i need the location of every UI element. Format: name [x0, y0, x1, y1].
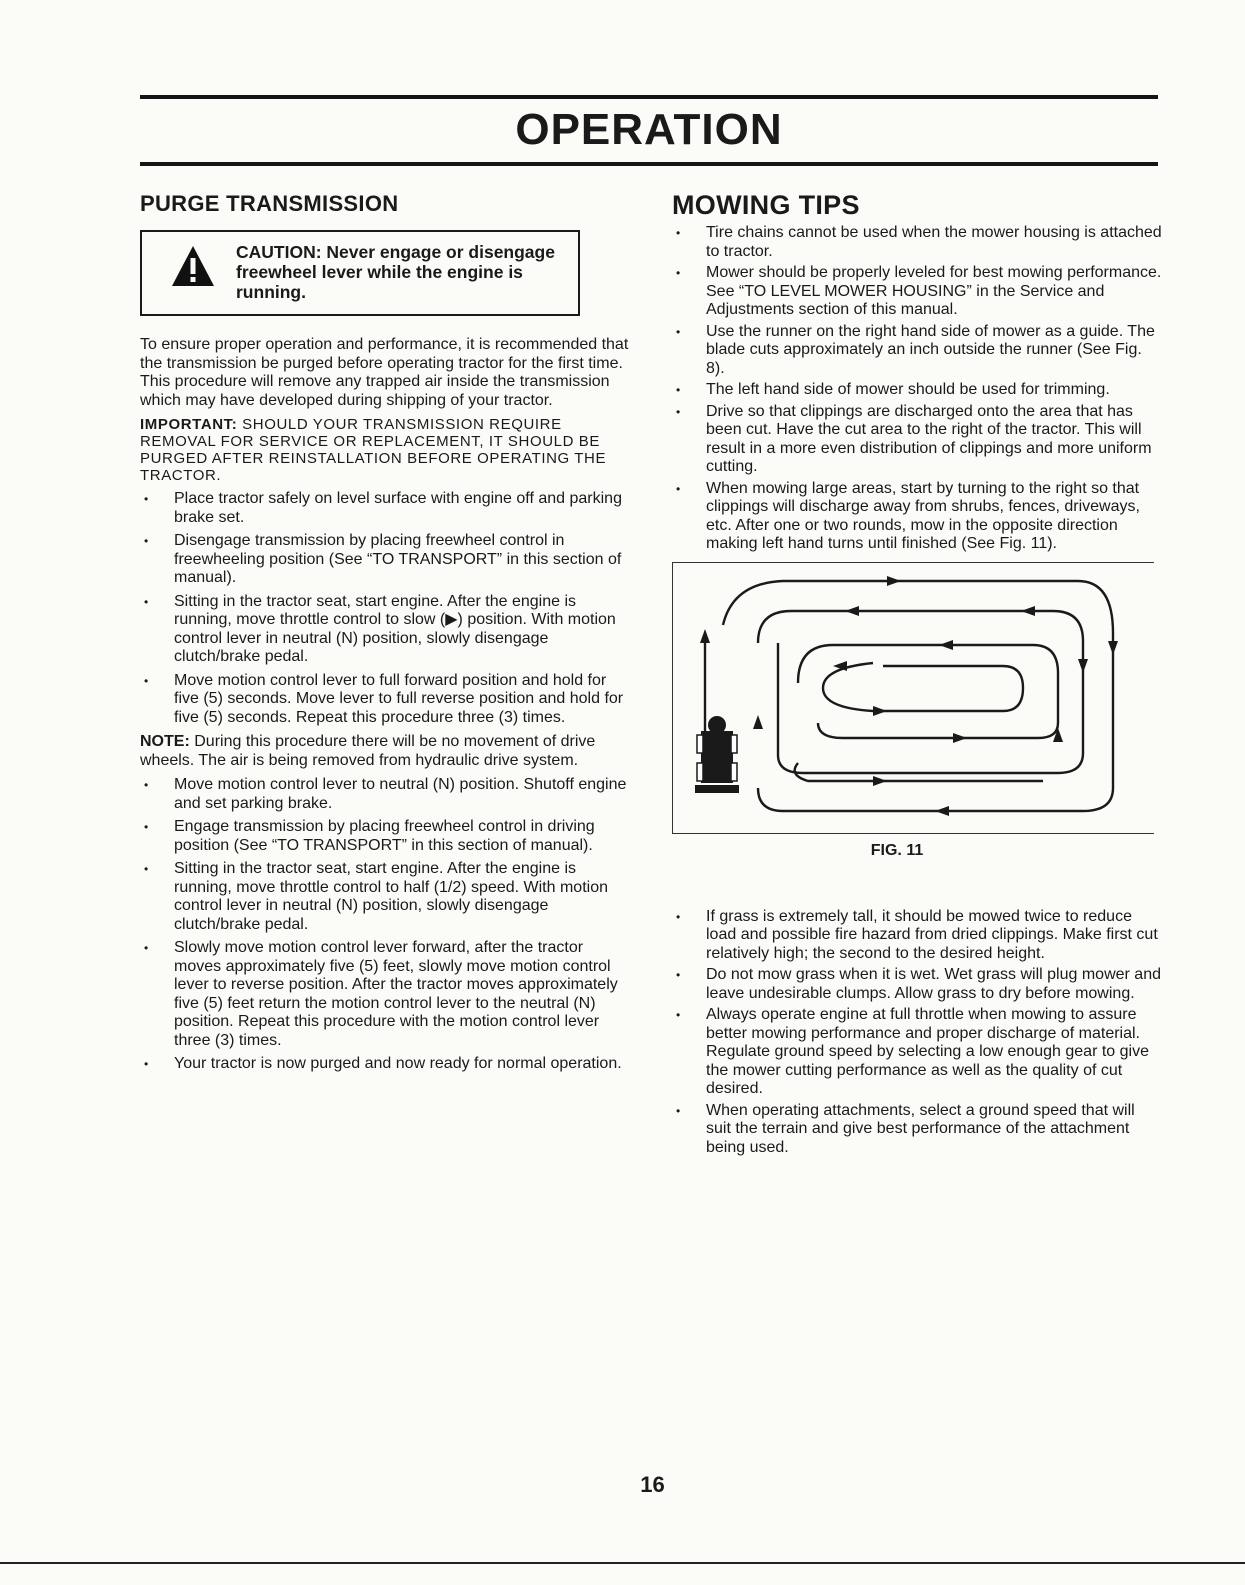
list-item: • Mower should be properly leveled for best mowing performance. See “TO LEVEL MOWER HOUSING” in the Service and Adjustments section of this manual. — [672, 264, 1162, 320]
list-item: • Move motion control lever to full forward position and hold for five (5) seconds. Move lever to full reverse position and hold for five (5) seconds. Repeat this procedure three (3) times. — [140, 672, 630, 728]
note-label: NOTE: — [140, 733, 190, 750]
caution-text: CAUTION: Never engage or disengage freewheel lever while the engine is running. — [236, 242, 555, 302]
right-column — [672, 190, 1162, 1163]
list-item: • Use the runner on the right hand side of mower as a guide. The blade cuts approximately an inch outside the runner (See Fig. 8). — [672, 323, 1162, 379]
list-item: • Slowly move motion control lever forward, after the tractor moves approximately five (5) feet, slowly move motion control lever to reverse position. After the tractor moves approximately five (5) feet return the motion control lever to the neutral (N) position. Repeat this procedure with the motion control lever three (3) times. — [140, 939, 630, 1050]
mowing-tips-list-b — [672, 908, 1162, 1158]
list-item: • Drive so that clippings are discharged onto the area that has been cut. Have the cut area to the right of the tractor. This will result in a more even distribution of clippings and more uniform cutting. — [672, 403, 1162, 477]
purge-steps-list-b — [140, 776, 630, 1074]
mowing-pattern-figure — [672, 562, 1154, 834]
left-column — [140, 190, 630, 1080]
footer-rule — [0, 1562, 1245, 1564]
figure-caption: FIG. 11 — [870, 841, 924, 859]
list-item: • Do not mow grass when it is wet. Wet grass will plug mower and leave undesirable clumps. Allow grass to dry before mowing. — [672, 966, 1162, 1003]
list-item: • Tire chains cannot be used when the mower housing is attached to tractor. — [672, 224, 1162, 261]
warning-icon — [170, 244, 216, 288]
list-item: • Engage transmission by placing freewheel control in driving position (See “TO TRANSPORT” in this section of manual). — [140, 818, 630, 855]
page-number: 16 — [640, 1472, 665, 1497]
header-rule-bottom — [140, 162, 1158, 166]
note-paragraph — [140, 733, 630, 770]
purge-steps-list-a — [140, 490, 630, 727]
intro-paragraph: To ensure proper operation and performance, it is recommended that the transmission be purged before operating tractor for the first time. This procedure will remove any trapped air inside the transmission which may have developed during shipping of your tractor. — [140, 336, 629, 409]
list-item: • If grass is extremely tall, it should be mowed twice to reduce load and possible fire hazard from dried clippings. Make first cut relatively high; the second to the desired height. — [672, 908, 1162, 964]
important-text: SHOULD YOUR TRANSMISSION REQUIRE REMOVAL FOR SERVICE OR REPLACEMENT, IT SHOULD BE PURGED AFTER REINSTALLATION BEFORE OPERATING THE TRACTOR. — [140, 416, 607, 484]
important-label: IMPORTANT: — [140, 416, 238, 433]
mowing-pattern-diagram — [673, 563, 1155, 835]
note-text: During this procedure there will be no movement of drive wheels. The air is being removed from hydraulic drive system. — [140, 733, 596, 769]
header-rule-top — [140, 95, 1158, 99]
list-item: • Always operate engine at full throttle when mowing to assure better mowing performance and proper discharge of material. Regulate ground speed by selecting a low enough gear to give the mower cutting performance as well as the quality of cut desired. — [672, 1006, 1162, 1099]
list-item: • Sitting in the tractor seat, start engine. After the engine is running, move throttle control to half (1/2) speed. With motion control lever in neutral (N) position, slowly disengage clutch/brake pedal. — [140, 860, 630, 934]
list-item: • The left hand side of mower should be used for trimming. — [672, 381, 1162, 400]
mowing-tips-heading: MOWING TIPS — [672, 190, 860, 220]
list-item: • When mowing large areas, start by turning to the right so that clippings will discharge away from shrubs, fences, driveways, etc. After one or two rounds, mow in the opposite direction making left hand turns until finished (See Fig. 11). — [672, 480, 1162, 554]
list-item: • When operating attachments, select a ground speed that will suit the terrain and give best performance of the attachment being used. — [672, 1102, 1162, 1158]
list-item: • Disengage transmission by placing freewheel control in freewheeling position (See “TO TRANSPORT” in this section of manual). — [140, 532, 630, 588]
caution-box — [140, 230, 580, 316]
purge-transmission-heading: PURGE TRANSMISSION — [140, 191, 399, 216]
page-title: OPERATION — [515, 105, 783, 154]
list-item: • Place tractor safely on level surface with engine off and parking brake set. — [140, 490, 630, 527]
mowing-tips-list-a — [672, 224, 1162, 554]
list-item: • Your tractor is now purged and now ready for normal operation. — [140, 1055, 630, 1074]
list-item: • Sitting in the tractor seat, start engine. After the engine is running, move throttle control to slow (▶) position. With motion control lever in neutral (N) position, slowly disengage clutch/brake pedal. — [140, 593, 630, 667]
list-item: • Move motion control lever to neutral (N) position. Shutoff engine and set parking brake. — [140, 776, 630, 813]
important-notice — [140, 416, 630, 484]
tractor-icon — [695, 716, 739, 793]
